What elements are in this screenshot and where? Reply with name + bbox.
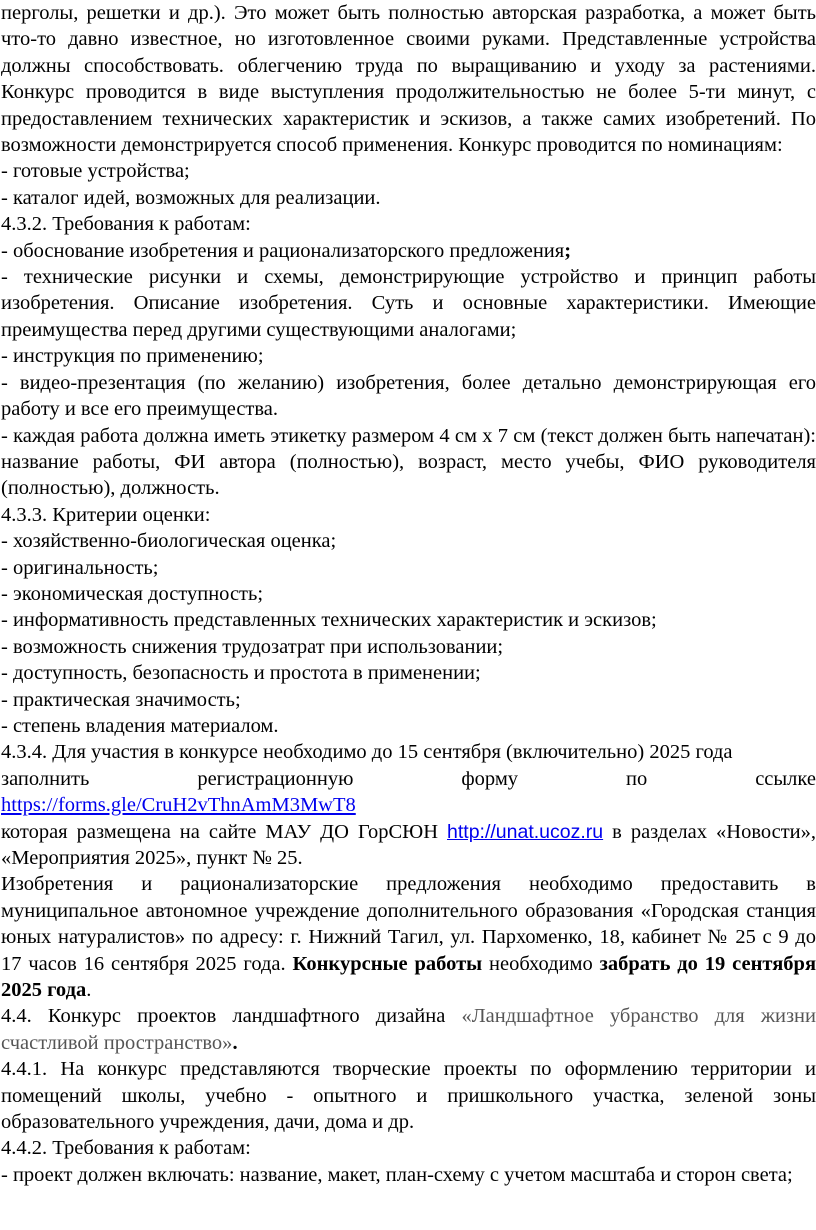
word: по	[626, 767, 648, 790]
paragraph-4-3-4-line2	[1, 766, 816, 792]
registration-form-link[interactable]: https://forms.gle/CruH2vThnAmM3MwT8	[1, 794, 356, 817]
submission-punct: .	[86, 979, 92, 1002]
heading-text: 4.4. Конкурс проектов ландшафтного дизайна	[1, 1005, 446, 1028]
heading-punct: .	[232, 1031, 238, 1054]
criteria-item: - возможность снижения трудозатрат при использовании;	[1, 635, 504, 658]
forms-link-line	[1, 792, 816, 818]
requirement-item: - технические рисунки и схемы, демонстрирующие устройство и принцип работы изобретения. Описание изобретения. Суть и основные характеристики. Имеющие преимущества перед другими существующими аналогами;	[1, 266, 816, 341]
submission-text: Изобретения и рационализаторские предложения необходимо предоставить в муниципальное автономное учреждение дополнительного образования «Городская станция юных натуралистов» по адресу: г. Нижний Тагил, ул. Пархоменко, 18, кабинет № 25 с 9 до 17 часов 16 сентября 2025 года.	[1, 873, 816, 975]
section-heading-4-4	[1, 1003, 816, 1056]
criteria-item: - информативность представленных технических характеристик и эскизов;	[1, 609, 657, 632]
site-link[interactable]: http://unat.ucoz.ru	[447, 820, 604, 843]
requirement-item: - проект должен включать: название, макет, план-схему с учетом масштаба и сторон света;	[1, 1163, 793, 1186]
criteria-item: - хозяйственно-биологическая оценка;	[1, 530, 337, 553]
paragraph-intro: перголы, решетки и др.). Это может быть полностью авторская разработка, а может быть что-то давно известное, но изготовленное своими руками. Представленные устройства должны способствовать. облегчению труда по выращиванию и уходу за растениями. Конкурс проводится в виде выступления продолжительностью не более 5-ти минут, с предоставлением технических характеристик и эскизов, а также самих изобретений. По возможности демонстрируется способ применения. Конкурс проводится по номинациям:	[1, 2, 816, 157]
section-heading-4-3-2: 4.3.2. Требования к работам:	[1, 213, 251, 236]
word: регистрационную	[197, 767, 354, 790]
paragraph-submission	[1, 871, 816, 1003]
nomination-item: - каталог идей, возможных для реализации.	[1, 186, 381, 209]
requirement-item	[1, 238, 816, 264]
requirement-item: - каждая работа должна иметь этикетку размером 4 см х 7 см (текст должен быть напечатан): название работы, ФИ автора (полностью), возраст, место учебы, ФИО руководителя (полностью), должность.	[1, 424, 816, 500]
requirement-item: - видео-презентация (по желанию) изобретения, более детально демонстрирующая его работу и все его преимущества.	[1, 371, 816, 421]
submission-text: необходимо	[489, 952, 593, 975]
requirement-text: - обоснование изобретения и рационализаторского предложения	[1, 239, 565, 262]
criteria-item: - доступность, безопасность и простота в применении;	[1, 662, 481, 685]
requirement-item: - инструкция по применению;	[1, 345, 264, 368]
section-heading-4-3-3: 4.3.3. Критерии оценки:	[1, 503, 211, 526]
word: заполнить	[1, 767, 90, 790]
submission-bold: Конкурсные работы	[292, 952, 483, 975]
paragraph-4-4-1: 4.4.1. На конкурс представляются творческие проекты по оформлению территории и помещений школы, учебно - опытного и пришкольного участка, зеленой зоны образовательного учреждения, дачи, дома и др.	[1, 1058, 816, 1134]
word: форму	[461, 767, 519, 790]
paragraph-site-info	[1, 819, 816, 872]
contest-title: «Ландшафтное убранство для жизни счастливой пространство»	[1, 1005, 816, 1054]
criteria-item: - степень владения материалом.	[1, 714, 279, 737]
criteria-item: - оригинальность;	[1, 556, 159, 579]
site-text: в разделах «Новости», «Мероприятия 2025», пункт № 25.	[1, 820, 816, 869]
nomination-item: - готовые устройства;	[1, 160, 190, 183]
paragraph-4-3-4: 4.3.4. Для участия в конкурсе необходимо до 15 сентября (включительно) 2025 года	[1, 741, 733, 764]
requirement-punct: ;	[564, 239, 572, 262]
criteria-item: - экономическая доступность;	[1, 582, 264, 605]
submission-deadline: забрать до 19 сентября 2025 года	[1, 952, 816, 1002]
site-text: которая размещена на сайте МАУ ДО ГорСЮН	[1, 820, 438, 843]
criteria-item: - практическая значимость;	[1, 688, 241, 711]
section-heading-4-4-2: 4.4.2. Требования к работам:	[1, 1137, 251, 1160]
word: ссылке	[755, 767, 816, 790]
